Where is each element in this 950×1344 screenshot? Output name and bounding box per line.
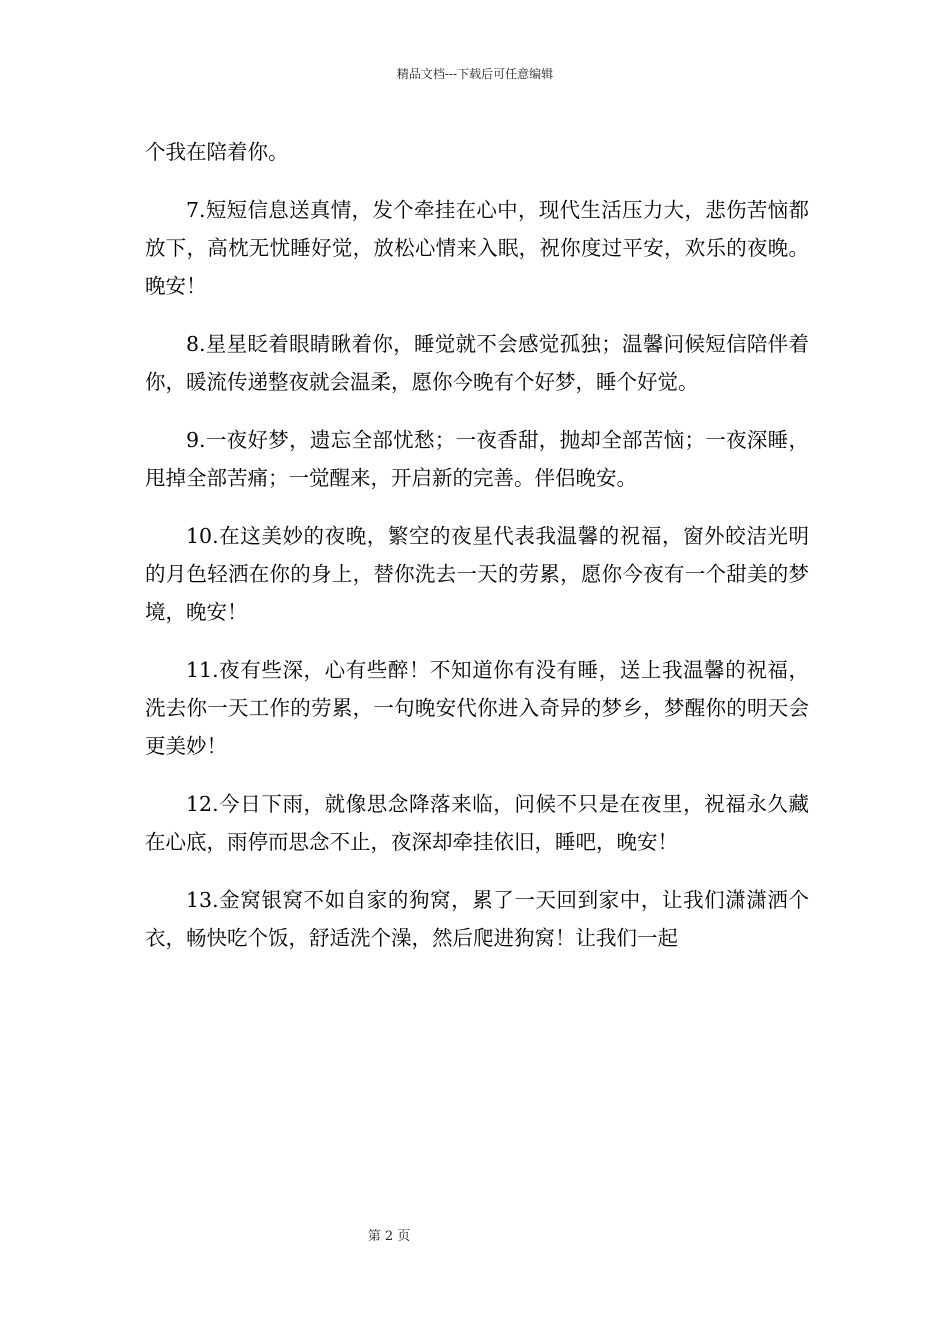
paragraph-item-13: 13.金窝银窝不如自家的狗窝，累了一天回到家中，让我们潇潇洒个衣，畅快吃个饭，舒适洗个澡，然后爬进狗窝！让我们一起	[145, 888, 809, 950]
paragraph-item-9: 9.一夜好梦，遗忘全部忧愁；一夜香甜，抛却全部苦恼；一夜深睡，甩掉全部苦痛；一觉醒来，开启新的完善。伴侣晚安。	[145, 428, 809, 490]
paragraph-item-12: 12.今日下雨，就像思念降落来临，问候不只是在夜里，祝福永久藏在心底，雨停而思念不止，夜深却牵挂依旧，睡吧，晚安！	[145, 792, 809, 854]
paragraph-item-10: 10.在这美妙的夜晚，繁空的夜星代表我温馨的祝福，窗外皎洁光明的月色轻洒在你的身上，替你洗去一天的劳累，愿你今夜有一个甜美的梦境，晚安！	[145, 524, 809, 624]
paragraph-item-7: 7.短短信息送真情，发个牵挂在心中，现代生活压力大，悲伤苦恼都放下，高枕无忧睡好觉，放松心情来入眠，祝你度过平安，欢乐的夜晚。晚安！	[145, 198, 809, 298]
page-header: 精品文档---下载后可任意编辑	[396, 67, 554, 81]
page-number: 第 2 页	[367, 1229, 411, 1244]
paragraph-item-8: 8.星星眨着眼睛瞅着你，睡觉就不会感觉孤独；温馨问候短信陪伴着你，暖流传递整夜就会温柔，愿你今晚有个好梦，睡个好觉。	[145, 332, 809, 394]
document-body	[145, 133, 809, 957]
paragraph-item-11: 11.夜有些深，心有些醉！不知道你有没有睡，送上我温馨的祝福，洗去你一天工作的劳累，一句晚安代你进入奇异的梦乡，梦醒你的明天会更美妙！	[145, 658, 809, 758]
paragraph-continuation: 个我在陪着你。	[145, 140, 289, 164]
